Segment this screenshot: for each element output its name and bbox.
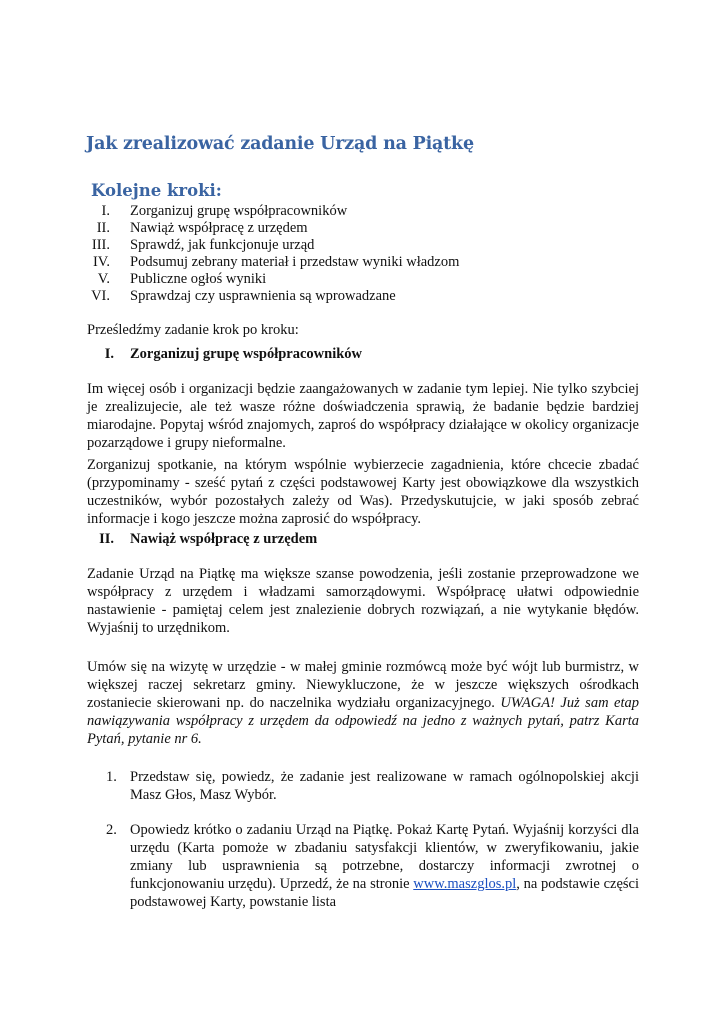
step-text: Sprawdzaj czy usprawnienia są wprowadzane <box>130 288 396 305</box>
step-number: VI. <box>91 288 110 305</box>
section1-paragraph-1: Im więcej osób i organizacji będzie zaangażowanych w zadanie tym lepiej. Nie tylko szybciej je zrealizujecie, ale też wasze różne doświadczenia sprawią, że badanie będzie bardziej miarodajne. Popytaj wśród znajomych, zaproś do współpracy działające w okolicy organizacje pozarządowe i grupy nieformalne. <box>87 381 639 452</box>
warning-note: UWAGA! Już sam etap nawiązywania współpracy z urzędem da odpowiedź na jedno z ważnych pytań, patrz Karta Pytań, pytanie nr 6. <box>87 695 639 748</box>
step-text: Zorganizuj grupę współpracowników <box>130 203 348 219</box>
steps-heading: Kolejne kroki: <box>91 181 222 200</box>
intro-paragraph: Prześledźmy zadanie krok po kroku: <box>87 322 299 338</box>
website-link[interactable]: www.maszglos.pl <box>413 876 517 893</box>
section-number: II. <box>99 531 114 547</box>
numbered-item-2 <box>106 821 639 911</box>
item-text-after: , na podstawie części podstawowej Karty, powstanie lista <box>130 876 639 911</box>
section-heading-2 <box>84 531 317 548</box>
item-number: 1. <box>106 769 117 785</box>
step-number: V. <box>97 271 110 288</box>
section1-paragraph-2: Zorganizuj spotkanie, na którym wspólnie wybierzecie zagadnienia, które chcecie zbadać (przypominamy - sześć pytań z części podstawowej Karty jest obowiązkowe dla wszystkich uczestników, wybór pozostałych zależy od Was). Przedyskutujcie, w jaki sposób zebrać informacje i kogo jeszcze można zaprosić do współpracy. <box>87 457 639 528</box>
step-number: II. <box>96 220 110 237</box>
list-item <box>84 271 544 288</box>
step-text: Podsumuj zebrany materiał i przedstaw wyniki władzom <box>130 254 460 271</box>
step-number: IV. <box>92 254 110 271</box>
list-item <box>84 254 544 271</box>
step-text: Publiczne ogłoś wyniki <box>130 271 267 288</box>
step-number: I. <box>101 203 110 219</box>
item-text <box>130 821 639 911</box>
step-number: III. <box>91 237 110 254</box>
list-item <box>84 203 544 220</box>
item-text: Przedstaw się, powiedz, że zadanie jest realizowane w ramach ogólnopolskiej akcji Masz Głos, Masz Wybór. <box>130 769 639 804</box>
list-item <box>84 237 544 254</box>
numbered-item-1 <box>106 768 639 804</box>
section-heading-1 <box>84 346 362 363</box>
steps-list <box>84 203 544 306</box>
section2-paragraph-2 <box>87 658 639 748</box>
section2-paragraph-1: Zadanie Urząd na Piątkę ma większe szanse powodzenia, jeśli zostanie przeprowadzone we współpracy z urzędem i władzami samorządowymi. Współpracę ułatwi odpowiednie nastawienie - pamiętaj celem jest znalezienie dobrych rozwiązań, a nie wytykanie błędów. Wyjaśnij to urzędnikom. <box>87 566 639 637</box>
section-number: I. <box>104 346 114 362</box>
section-title: Zorganizuj grupę współpracowników <box>130 346 363 362</box>
page-title: Jak zrealizować zadanie Urząd na Piątkę <box>86 134 474 154</box>
list-item <box>84 288 544 305</box>
item-text-before: Opowiedz krótko o zadaniu Urząd na Piątkę. Pokaż Kartę Pytań. Wyjaśnij korzyści dla urzędu (Karta pomoże w zbadaniu satysfakcji klientów, w zweryfikowaniu, jakie zmiany lub usprawnienia są potrzebne, dostarczy informacji zwrotnej o funkcjonowaniu urzędu). Uprzedź, że na stronie <box>130 822 639 893</box>
paragraph-text: Umów się na wizytę w urzędzie - w małej gminie rozmówcą może być wójt lub burmistrz, w większej raczej sekretarz gminy. Niewykluczone, że w jeszcze większych ośrodkach zostaniecie skierowani np. do naczelnika wydziału organizacyjnego. <box>87 659 639 712</box>
item-number: 2. <box>106 822 117 838</box>
list-item <box>84 220 544 237</box>
step-text: Sprawdź, jak funkcjonuje urząd <box>130 237 315 254</box>
section-title: Nawiąż współpracę z urzędem <box>130 531 318 547</box>
step-text: Nawiąż współpracę z urzędem <box>130 220 308 237</box>
